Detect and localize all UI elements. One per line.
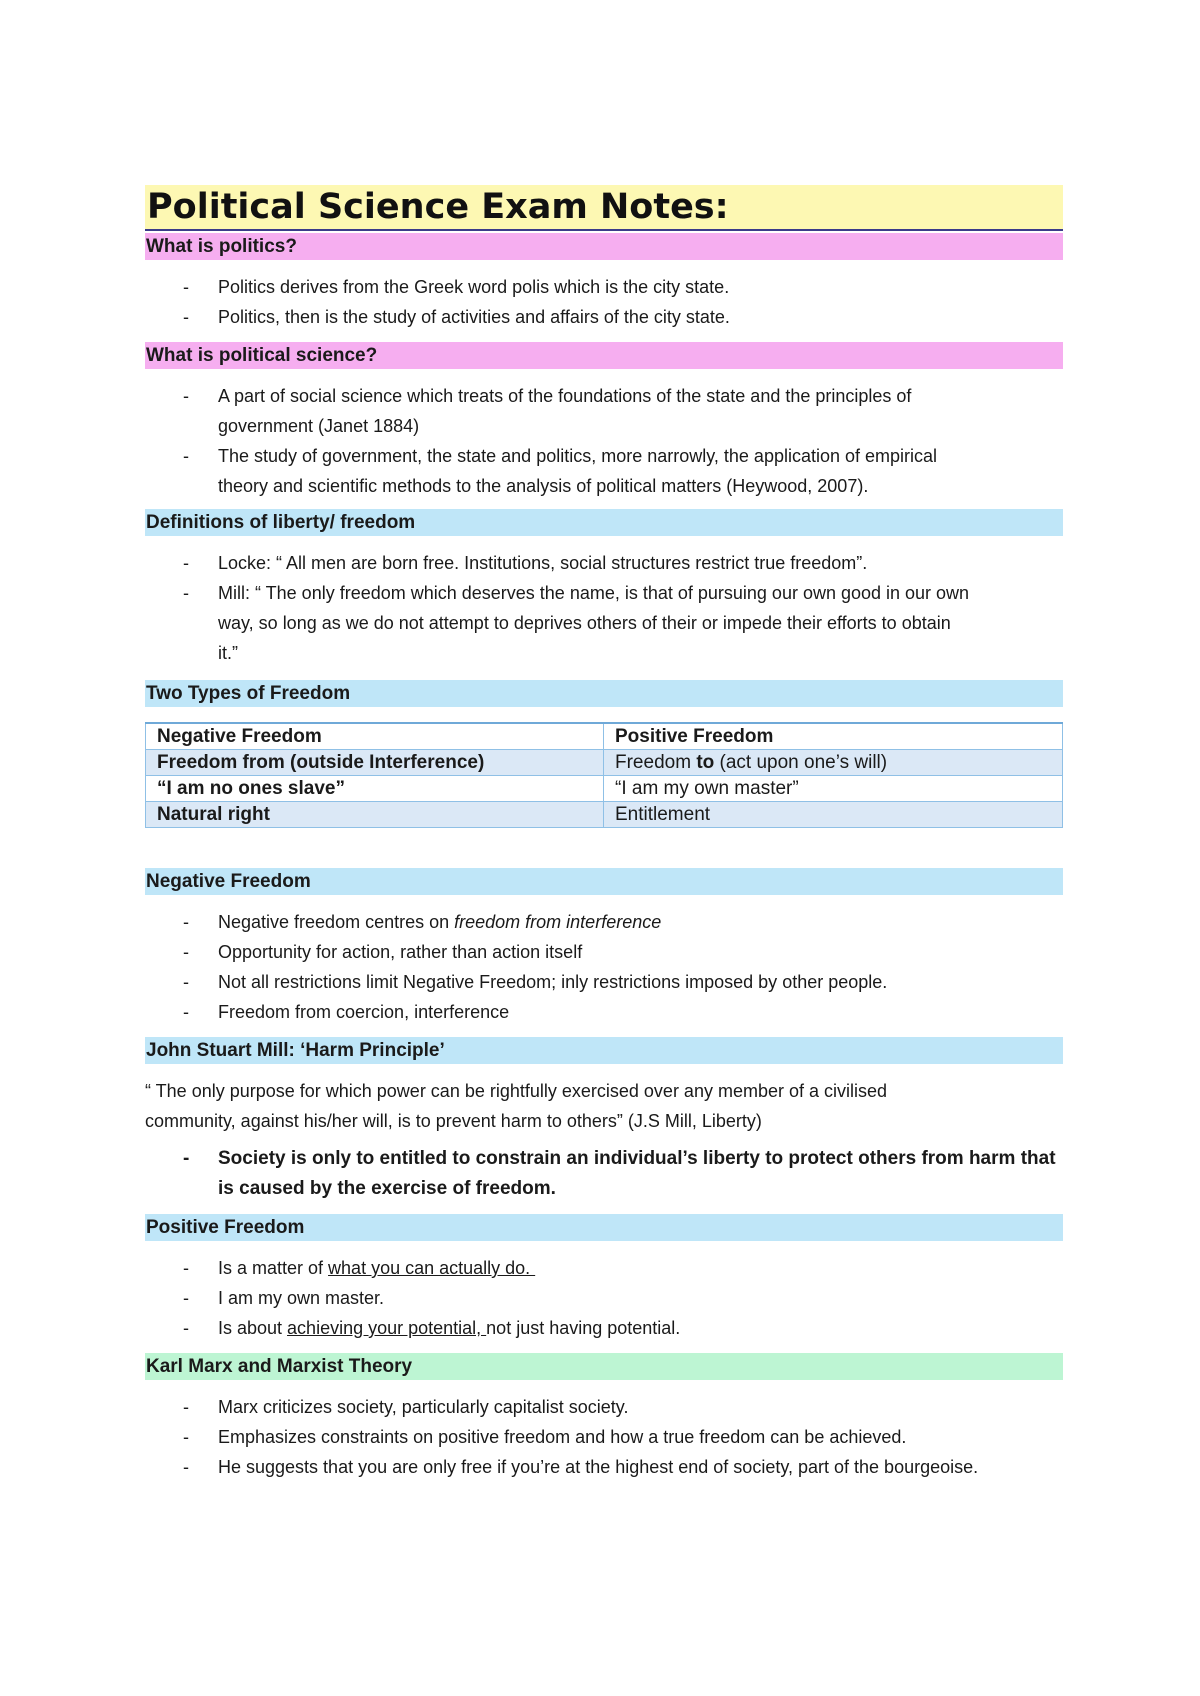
list-item: - Emphasizes constraints on positive freedom and how a true freedom can be achieved. bbox=[145, 1422, 1063, 1452]
list-item-line: Society is only to entitled to constrain an individual’s liberty to protect others from harm that bbox=[218, 1148, 1056, 1169]
table-cell: Natural right bbox=[146, 802, 604, 828]
list-item-line: The study of government, the state and politics, more narrowly, the application of empirical bbox=[218, 446, 938, 466]
quote-line: “ The only purpose for which power can be rightfully exercised over any member of a civilised bbox=[145, 1081, 888, 1101]
document-content bbox=[145, 185, 1063, 1482]
heading-harm-principle: John Stuart Mill: ‘Harm Principle’ bbox=[145, 1037, 1063, 1064]
list-item: - Locke: “ All men are born free. Institutions, social structures restrict true freedom”. bbox=[145, 548, 1063, 578]
list-item bbox=[145, 1253, 1063, 1283]
list-item-text: not just having potential. bbox=[486, 1318, 681, 1338]
list-item: - Politics derives from the Greek word polis which is the city state. bbox=[145, 272, 1063, 302]
mill-quote bbox=[145, 1076, 1063, 1136]
cell-text-bold: to bbox=[696, 752, 715, 773]
list-item: - He suggests that you are only free if you’re at the highest end of society, part of the bourgeoise. bbox=[145, 1452, 1063, 1482]
marx-list bbox=[145, 1392, 1063, 1482]
table-cell: “I am my own master” bbox=[604, 776, 1063, 802]
table-header-positive: Positive Freedom bbox=[604, 723, 1063, 750]
cell-text: (act upon one’s will) bbox=[714, 752, 888, 773]
table-cell: “I am no ones slave” bbox=[146, 776, 604, 802]
list-item-line: government (Janet 1884) bbox=[218, 416, 420, 436]
list-item-underlined: achieving your potential, bbox=[287, 1318, 487, 1338]
list-item-line: theory and scientific methods to the analysis of political matters (Heywood, 2007). bbox=[218, 476, 869, 496]
list-item bbox=[145, 1313, 1063, 1343]
heading-two-types-of-freedom: Two Types of Freedom bbox=[145, 680, 1063, 707]
list-item-underlined: what you can actually do. bbox=[328, 1258, 536, 1278]
liberty-list bbox=[145, 548, 1063, 668]
heading-karl-marx: Karl Marx and Marxist Theory bbox=[145, 1353, 1063, 1380]
list-item-line: way, so long as we do not attempt to deprives others of their or impede their efforts to obtain bbox=[218, 613, 951, 633]
list-item bbox=[145, 1144, 1063, 1204]
table-cell: Entitlement bbox=[604, 802, 1063, 828]
list-item: - I am my own master. bbox=[145, 1283, 1063, 1313]
heading-definitions-of-liberty: Definitions of liberty/ freedom bbox=[145, 509, 1063, 536]
table-row bbox=[146, 802, 1063, 828]
heading-negative-freedom: Negative Freedom bbox=[145, 868, 1063, 895]
list-item-line: is caused by the exercise of freedom. bbox=[218, 1178, 556, 1199]
list-item-text: Is about bbox=[218, 1318, 288, 1338]
heading-positive-freedom: Positive Freedom bbox=[145, 1214, 1063, 1241]
table-row bbox=[146, 776, 1063, 802]
table-header-negative: Negative Freedom bbox=[146, 723, 604, 750]
table-row bbox=[146, 750, 1063, 776]
list-item-line: Mill: “ The only freedom which deserves the name, is that of pursuing our own good in our own bbox=[218, 583, 970, 603]
freedom-table bbox=[145, 722, 1063, 828]
table-cell: Freedom from (outside Interference) bbox=[146, 750, 604, 776]
quote-line: community, against his/her will, is to prevent harm to others” (J.S Mill, Liberty) bbox=[145, 1111, 762, 1131]
list-item-italic: freedom from interference bbox=[454, 912, 662, 932]
list-item: - Marx criticizes society, particularly capitalist society. bbox=[145, 1392, 1063, 1422]
list-item: - Not all restrictions limit Negative Freedom; inly restrictions imposed by other people. bbox=[145, 967, 1063, 997]
table-cell bbox=[604, 750, 1063, 776]
politics-list bbox=[145, 272, 1063, 332]
list-item-line: it.” bbox=[218, 643, 238, 663]
mill-bold-list bbox=[145, 1144, 1063, 1204]
table-header-row bbox=[146, 723, 1063, 750]
list-item-text: Negative freedom centres on bbox=[218, 912, 455, 932]
negative-list bbox=[145, 907, 1063, 1027]
list-item bbox=[145, 907, 1063, 937]
heading-what-is-political-science: What is political science? bbox=[145, 342, 1063, 369]
list-item bbox=[145, 441, 1063, 501]
heading-what-is-politics: What is politics? bbox=[145, 233, 1063, 260]
list-item: - Politics, then is the study of activities and affairs of the city state. bbox=[145, 302, 1063, 332]
positive-list bbox=[145, 1253, 1063, 1343]
document-title: Political Science Exam Notes: bbox=[145, 185, 1063, 231]
cell-text: Freedom bbox=[615, 752, 697, 773]
polsci-list bbox=[145, 381, 1063, 501]
list-item-line: A part of social science which treats of the foundations of the state and the principles of bbox=[218, 386, 912, 406]
list-item-text: Is a matter of bbox=[218, 1258, 329, 1278]
list-item bbox=[145, 578, 1063, 668]
list-item: - Freedom from coercion, interference bbox=[145, 997, 1063, 1027]
list-item bbox=[145, 381, 1063, 441]
list-item: - Opportunity for action, rather than action itself bbox=[145, 937, 1063, 967]
